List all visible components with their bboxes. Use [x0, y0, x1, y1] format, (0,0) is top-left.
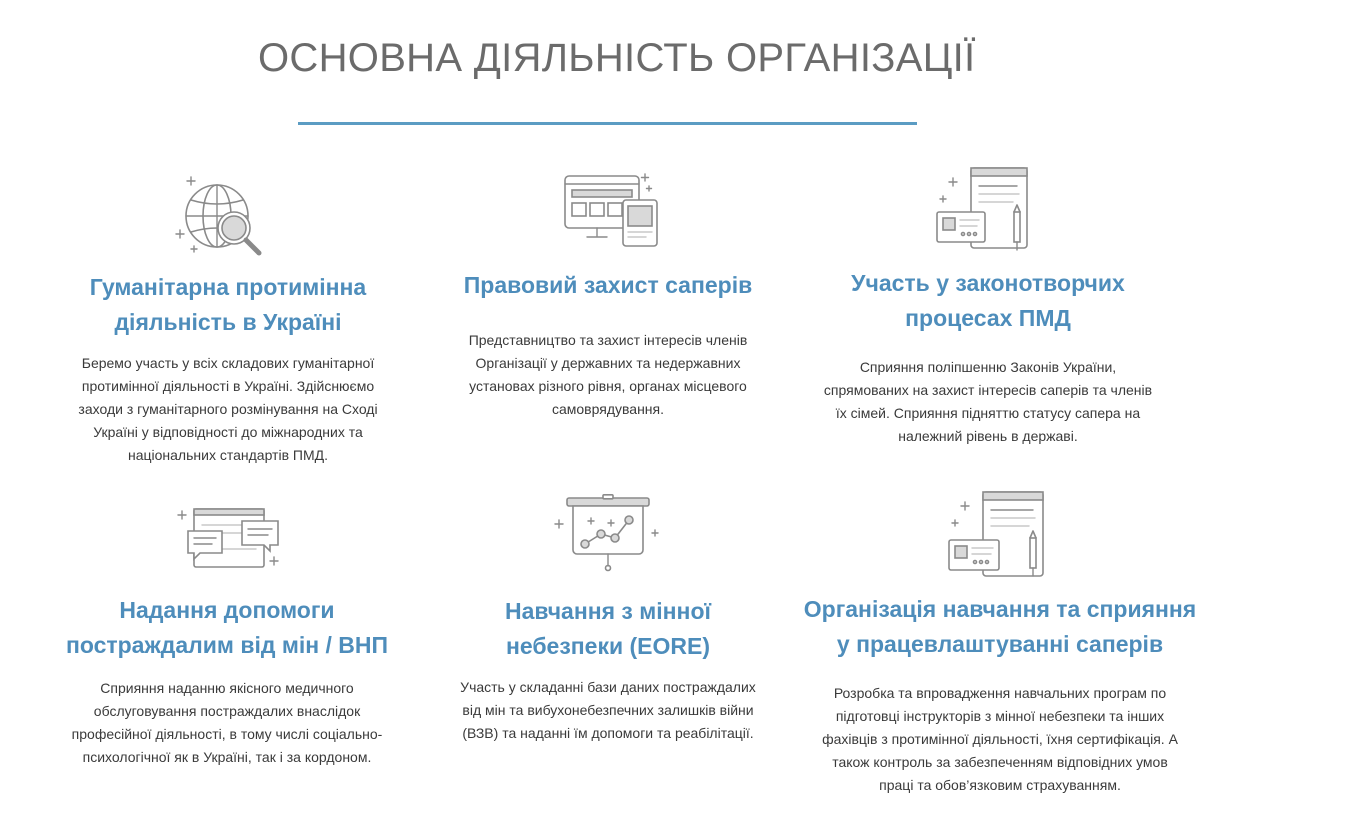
card-text-line: Сприяння поліпшенню Законів України, — [859, 359, 1117, 375]
card-text-line: національних стандартів ПМД. — [127, 447, 328, 463]
card-title-line-2: у працевлаштуванні саперів — [836, 631, 1164, 657]
globe-magnifier-icon — [173, 172, 283, 256]
card-text-line: обслуговування постраждалих внаслідок — [93, 703, 361, 719]
card-text-line: Україні у відповідності до міжнародних та — [93, 424, 363, 440]
card-text-line: праці та обов’язковим страхуванням. — [879, 777, 1121, 793]
presentation-board-icon — [553, 494, 663, 574]
card-text-line: заходи з гуманітарного розмінування на Сході — [78, 401, 378, 417]
card-lawmaking-participation — [788, 164, 1188, 448]
title-divider — [298, 122, 917, 125]
card-text-line: Представництво та захист інтересів членів — [468, 332, 748, 348]
card-text-line: психологічної як в Україні, так і за кордоном. — [82, 749, 372, 765]
page-title: ОСНОВНА ДІЯЛЬНІСТЬ ОРГАНІЗАЦІЇ — [258, 36, 976, 80]
card-victim-assistance — [20, 503, 434, 769]
card-title-line-1: Надання допомоги — [119, 597, 335, 623]
card-text-line: підготовці інструкторів з мінної небезпеки та інших — [835, 708, 1165, 724]
chat-bubbles-icon — [172, 503, 282, 571]
card-text-line: від мін та вибухонебезпечних залишків війни — [462, 702, 754, 718]
card-text-line: Розробка та впровадження навчальних програм по — [833, 685, 1167, 701]
card-title-line-1: Правовий захист саперів — [463, 272, 753, 298]
card-text-line: установах різного рівня, органах місцевого — [469, 378, 747, 394]
card-text-line: Сприяння наданню якісного медичного — [100, 680, 354, 696]
card-text-line: фахівців з протимінної діяльності, їхня сертифікація. А — [822, 731, 1178, 747]
card-text-line: (ВЗВ) та наданні їм допомоги та реабілітації. — [462, 725, 754, 741]
card-title-line-1: Гуманітарна протимінна — [89, 274, 367, 300]
card-text-line: також контроль за забезпеченням відповідних умов — [832, 754, 1168, 770]
card-title-line-1: Навчання з мінної — [505, 598, 711, 624]
card-text-line: Організації у державних та недержавних — [475, 355, 741, 371]
card-title-line-2: діяльність в Україні — [114, 309, 342, 335]
card-sapper-training-employment — [770, 490, 1230, 797]
monitor-tablet-icon — [553, 170, 663, 250]
card-title-line-2: постраждалим від мін / ВНП — [65, 632, 389, 658]
card-legal-protection — [408, 170, 808, 421]
card-text-line: самоврядування. — [551, 401, 664, 417]
card-title-line-2: небезпеки (EORE) — [505, 633, 711, 659]
card-mine-risk-education — [408, 494, 808, 745]
card-humanitarian-demining — [28, 172, 428, 467]
card-text-line: спрямованих на захист інтересів саперів та членів — [823, 382, 1153, 398]
card-text-line: професійної діяльності, в тому числі соціально- — [71, 726, 383, 742]
card-text-line: протимінної діяльності в Україні. Здійснюємо — [81, 378, 375, 394]
card-title-line-2: процесах ПМД — [905, 305, 1071, 331]
card-text-line: належний рівень в державі. — [898, 428, 1078, 444]
card-title-line-1: Участь у законотворчих — [851, 270, 1125, 296]
card-text-line: Участь у складанні бази даних постраждалих — [460, 679, 756, 695]
document-pencil-icon — [945, 490, 1055, 578]
document-pencil-icon — [933, 164, 1043, 252]
card-text-line: їх сімей. Сприяння підняттю статусу сапера на — [835, 405, 1141, 421]
card-title-line-1: Організація навчання та сприяння — [803, 596, 1197, 622]
card-text-line: Беремо участь у всіх складових гуманітарної — [81, 355, 375, 371]
